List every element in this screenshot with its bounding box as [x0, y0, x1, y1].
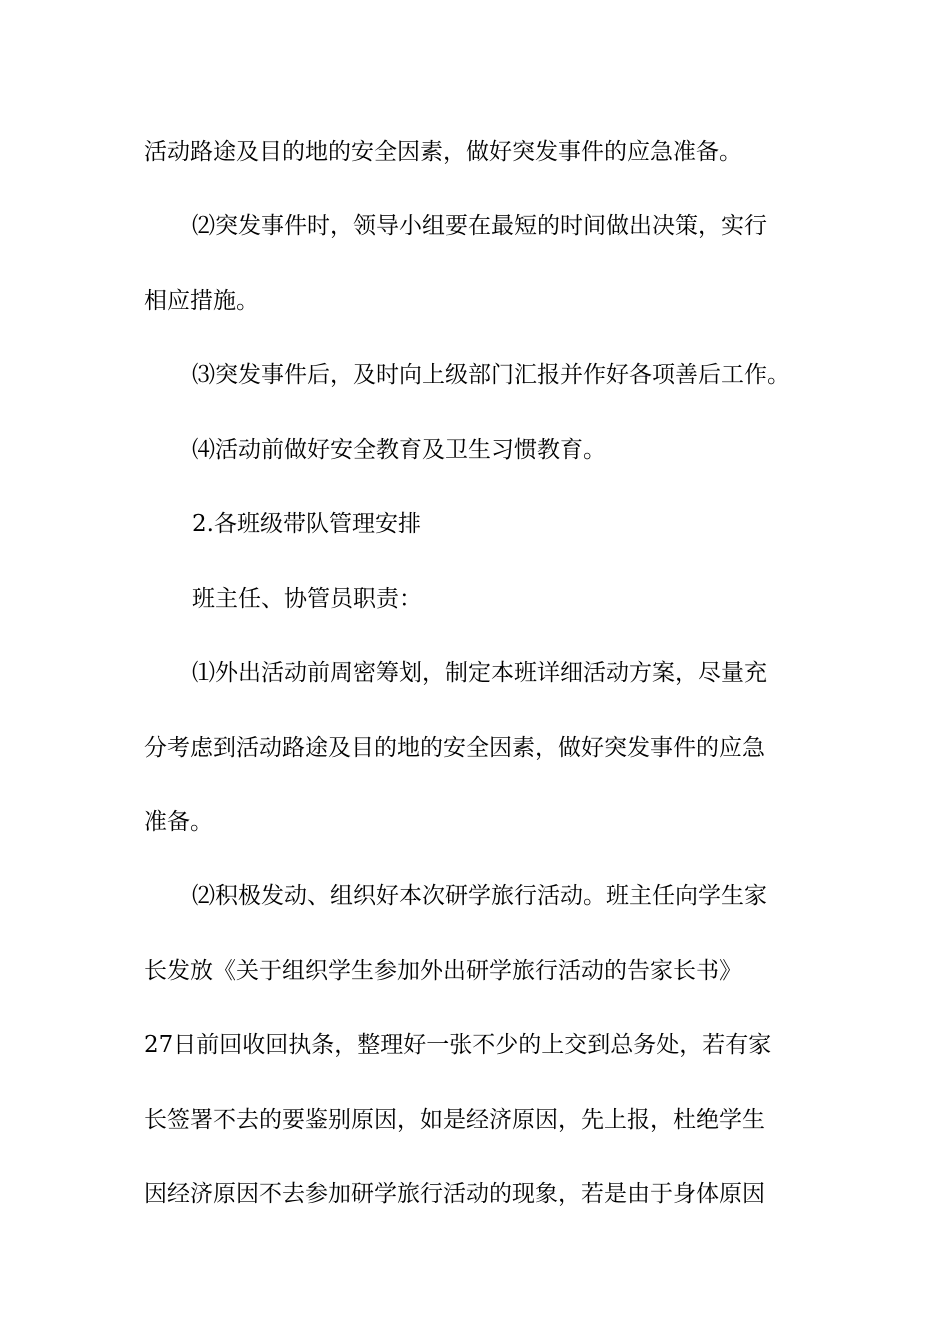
text-line: 活动路途及目的地的安全因素，做好突发事件的应急准备。: [144, 139, 742, 165]
text-line: ⑵突发事件时，领导小组要在最短的时间做出决策，实行: [192, 213, 767, 239]
text-line: 分考虑到活动路途及目的地的安全因素，做好突发事件的应急: [144, 735, 765, 761]
text-line: ⑴外出活动前周密筹划，制定本班详细活动方案，尽量充: [192, 660, 767, 686]
text-line: 准备。: [144, 809, 213, 835]
text-line: ⑶突发事件后，及时向上级部门汇报并作好各项善后工作。: [192, 362, 790, 388]
text-line: 班主任、协管员职责：: [192, 586, 422, 612]
text-line: 相应措施。: [144, 288, 259, 314]
text-line: ⑵积极发动、组织好本次研学旅行活动。班主任向学生家: [192, 883, 767, 909]
text-line: 长发放《关于组织学生参加外出研学旅行活动的告家长书》: [144, 958, 742, 984]
section-heading: 2.各班级带队管理安排: [192, 511, 421, 537]
text-line: ⑷活动前做好安全教育及卫生习惯教育。: [192, 437, 606, 463]
text-line: 因经济原因不去参加研学旅行活动的现象，若是由于身体原因: [144, 1181, 765, 1207]
text-line: 长签署不去的要鉴别原因，如是经济原因，先上报，杜绝学生: [144, 1107, 765, 1133]
text-line: 27日前回收回执条，整理好一张不少的上交到总务处，若有家: [144, 1032, 772, 1058]
